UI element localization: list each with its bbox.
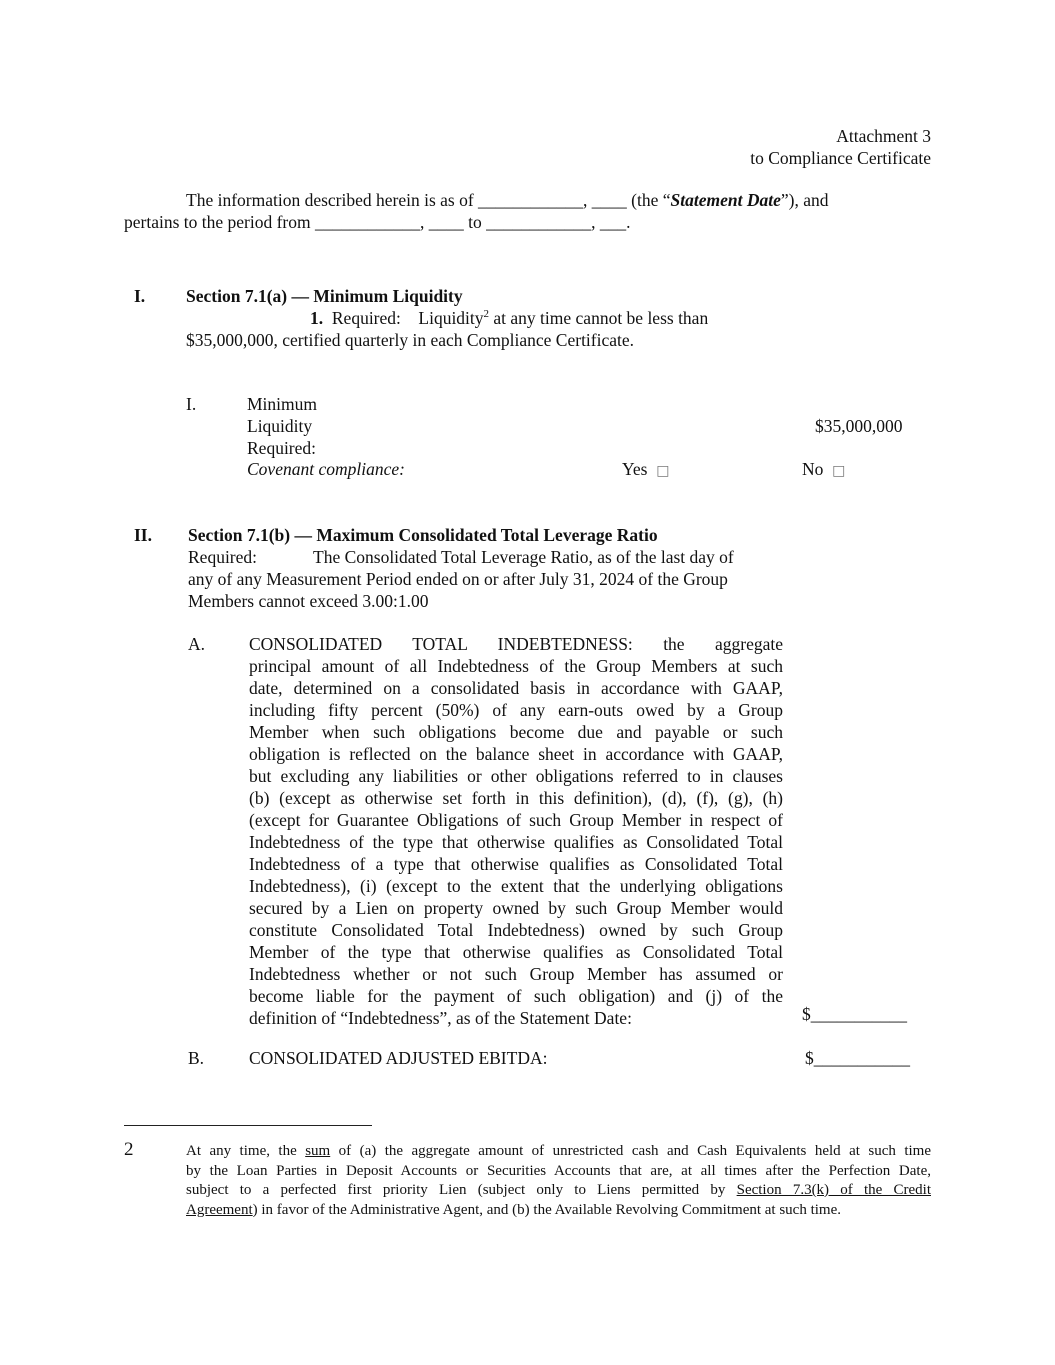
item-b-value-blank[interactable]: $___________ — [805, 1048, 910, 1068]
section-1-numeral: I. — [134, 286, 146, 306]
footnote-line-3-a: subject to a perfected first priority Lien (subject only to Liens permitted by — [186, 1182, 737, 1198]
yes-label: Yes — [622, 459, 648, 479]
item-a-line: date, determined on a consolidated basis in accordance with GAAP, — [249, 678, 783, 698]
footnote-line-2: by the Loan Parties in Deposit Accounts or Securities Accounts that are, at all times after the Perfection Date, — [186, 1162, 931, 1179]
statement-date-term: Statement Date — [670, 190, 781, 210]
section-2-requirement-label: Required: — [188, 547, 258, 567]
item-a-last-line: definition of “Indebtedness”, as of the Statement Date: — [249, 1008, 632, 1028]
footnote-number: 2 — [124, 1139, 134, 1160]
section-1-requirement-line-1 — [310, 307, 708, 329]
item-a-line: secured by a Lien on property owned by such Group Member would — [249, 898, 783, 918]
section-2-numeral: II. — [134, 525, 152, 545]
covenant-compliance-label: Covenant compliance: — [247, 459, 405, 479]
section-2-requirement-line-3: Members cannot exceed 3.00:1.00 — [188, 591, 429, 611]
item-a-line: Indebtedness), (i) (except to the extent that the underlying obligations — [249, 876, 783, 896]
liquidity-item-label — [247, 393, 317, 459]
section-1-requirement-line-2: $35,000,000, certified quarterly in each Compliance Certificate. — [186, 330, 635, 350]
no-option[interactable] — [802, 458, 845, 482]
item-a-letter: A. — [188, 634, 206, 654]
footnote-sum: sum — [305, 1143, 331, 1159]
requirement-label: Required: — [331, 308, 401, 328]
attachment-header — [531, 125, 931, 169]
footnote-line-1-b: of (a) the aggregate amount of unrestricted cash and Cash Equivalents held at such time — [330, 1143, 931, 1159]
item-a-line: CONSOLIDATED TOTAL INDEBTEDNESS: the aggregate — [249, 634, 783, 654]
footnote-agreement-link[interactable]: Agreement — [186, 1201, 253, 1218]
item-a-line: including fifty percent (50%) of any earn-outs owed by a Group — [249, 700, 783, 720]
footnote-section-link[interactable]: Section 7.3(k) of the Credit — [736, 1182, 931, 1198]
yes-option[interactable] — [622, 458, 669, 482]
item-a-line: constitute Consolidated Total Indebtedness) owned by such Group — [249, 920, 783, 940]
yes-checkbox-icon[interactable]: □ — [656, 463, 670, 479]
section-2-requirement-line-2: any of any Measurement Period ended on or after July 31, 2024 of the Group — [188, 569, 728, 589]
footnote-line-1-a: At any time, the — [186, 1143, 306, 1159]
requirement-text-a: Liquidity — [418, 308, 484, 328]
item-b-letter: B. — [188, 1048, 205, 1068]
footnote-ref: 2 — [483, 308, 490, 321]
section-2-requirement-line-1: The Consolidated Total Leverage Ratio, as of the last day of — [313, 547, 734, 567]
section-1-title: Section 7.1(a) — Minimum Liquidity — [186, 286, 463, 306]
no-label: No — [802, 459, 824, 479]
section-2-title: Section 7.1(b) — Maximum Consolidated Total Leverage Ratio — [188, 525, 658, 545]
intro-line-2: pertains to the period from ____________, ____ to ____________, ___. — [124, 212, 631, 232]
item-a-line: principal amount of all Indebtedness of the Group Members at such — [249, 656, 783, 676]
requirement-number: 1. — [310, 308, 324, 328]
footnote-line-3 — [186, 1181, 931, 1201]
liquidity-required-value: $35,000,000 — [815, 416, 903, 436]
item-a-line: but excluding any liabilities or other obligations referred to in clauses — [249, 766, 783, 786]
item-a-line: Member of the type that otherwise qualifies as Consolidated Total — [249, 942, 783, 962]
liquidity-label-line-1: Minimum — [247, 394, 318, 414]
footnote-separator — [124, 1125, 372, 1126]
liquidity-item-numeral: I. — [186, 394, 197, 414]
item-a-line: (except for Guarantee Obligations of such Group Member in respect of — [249, 810, 783, 830]
item-a-line: Indebtedness whether or not such Group Member has assumed or — [249, 964, 783, 984]
item-b-text: CONSOLIDATED ADJUSTED EBITDA: — [249, 1048, 548, 1068]
intro-line-1 — [186, 189, 829, 211]
item-a-line: Indebtedness of the type that otherwise qualifies as Consolidated Total — [249, 832, 783, 852]
liquidity-label-line-3: Required: — [247, 438, 317, 458]
item-a-line: Member when such obligations become due and payable or such — [249, 722, 783, 742]
footnote-line-4 — [186, 1201, 931, 1221]
item-a-text — [249, 633, 783, 1029]
item-a-line: become liable for the payment of such obligation) and (j) of the — [249, 986, 783, 1006]
attachment-title: Attachment 3 — [836, 126, 931, 146]
footnote-line-4-b: ) in favor of the Administrative Agent, and (b) the Available Revolving Commitment at such time. — [252, 1201, 841, 1218]
intro-text-a: The information described herein is as of ____________, ____ (the “ — [186, 190, 671, 210]
item-a-line: Indebtedness of a type that otherwise qualifies as Consolidated Total — [249, 854, 783, 874]
attachment-subtitle: to Compliance Certificate — [750, 148, 931, 168]
requirement-text-b: at any time cannot be less than — [489, 308, 709, 328]
item-a-line: (b) (except as otherwise set forth in this definition), (d), (f), (g), (h) — [249, 788, 783, 808]
footnote-line-1 — [186, 1142, 931, 1162]
no-checkbox-icon[interactable]: □ — [832, 463, 846, 479]
item-a-value-blank[interactable]: $___________ — [802, 1004, 907, 1024]
footnote-text — [186, 1142, 931, 1220]
item-a-line: obligation is reflected on the balance sheet in accordance with GAAP, — [249, 744, 783, 764]
intro-text-b: ”), and — [780, 190, 829, 210]
liquidity-label-line-2: Liquidity — [247, 416, 313, 436]
